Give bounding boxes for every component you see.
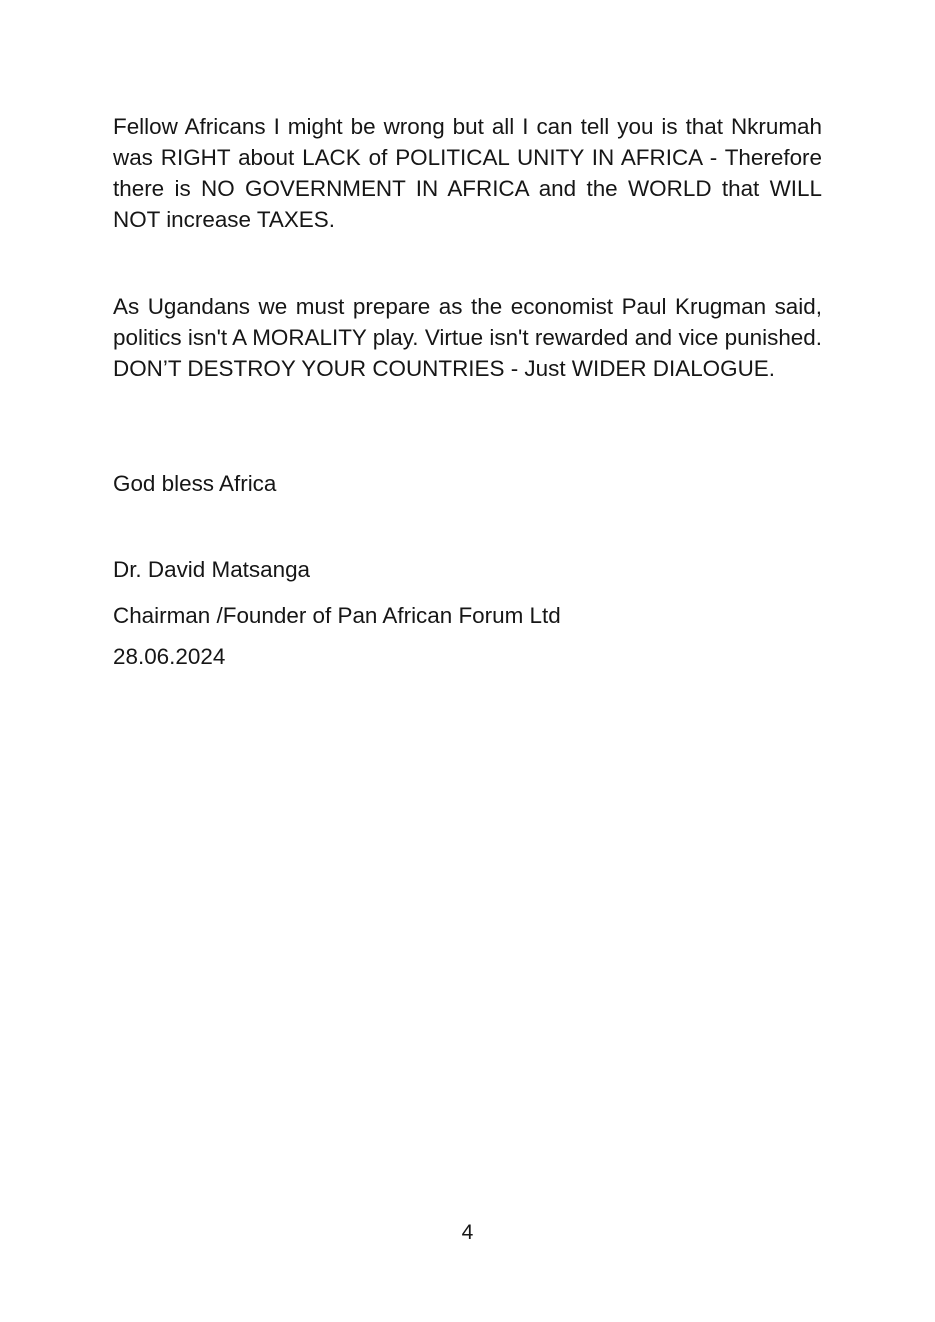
- closing-blessing: God bless Africa: [113, 471, 277, 496]
- paragraph-krugman-dialogue: As Ugandans we must prepare as the economist Paul Krugman said, politics isn't A MORALITY play. Virtue isn't rewarded and vice punished. DON’T DESTROY YOUR COUNTRIES - Just WIDER DIALOGUE.: [113, 294, 822, 381]
- signature-title: Chairman /Founder of Pan African Forum Ltd: [113, 603, 561, 628]
- signature-name: Dr. David Matsanga: [113, 557, 311, 582]
- signature-date: 28.06.2024: [113, 644, 226, 669]
- page-number: 4: [461, 1221, 474, 1244]
- paragraph-nkrumah-unity: Fellow Africans I might be wrong but all I can tell you is that Nkrumah was RIGHT about LACK of POLITICAL UNITY IN AFRICA - Therefore there is NO GOVERNMENT IN AFRICA and the WORLD that WILL NOT increase TAXES.: [113, 114, 822, 232]
